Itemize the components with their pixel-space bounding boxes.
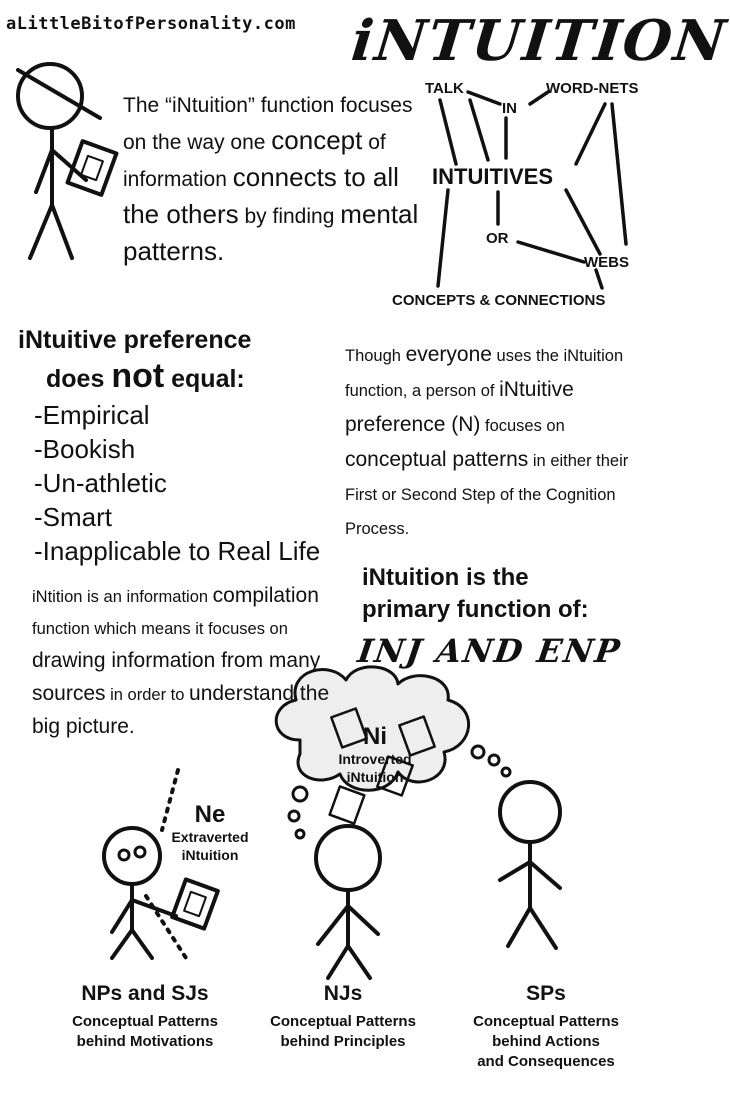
- intro-connects: connects to all the others: [123, 162, 399, 229]
- preference-everyone: everyone: [405, 343, 492, 366]
- primary-types: INJ AND ENP: [355, 632, 624, 670]
- intro-patterns: mental patterns.: [123, 199, 419, 266]
- wordnet-in: IN: [502, 100, 517, 117]
- stick-figure-ne: [104, 770, 218, 958]
- intro-text-3: by finding: [244, 205, 335, 228]
- list-item: -Bookish: [34, 434, 136, 464]
- primary-line2: primary function of:: [362, 596, 589, 623]
- wordnet-concepts: CONCEPTS & CONNECTIONS: [392, 292, 606, 309]
- ni-desc1: Introverted: [338, 751, 412, 767]
- ni-label: [330, 724, 420, 786]
- ni-desc2: iNtuition: [346, 769, 404, 785]
- list-item: -Un-athletic: [34, 468, 167, 498]
- caption-line: Conceptual Patterns: [270, 1013, 416, 1030]
- caption-title: SPs: [526, 982, 566, 1005]
- site-url: aLittleBitofPersonality.com: [6, 14, 296, 34]
- caption-line: Conceptual Patterns: [72, 1013, 218, 1030]
- primary-line1: iNtuition is the: [362, 564, 529, 591]
- compilation-paragraph: [32, 580, 332, 744]
- not-equal-does: does: [46, 365, 105, 393]
- compilation-drawing: drawing information from many sources: [32, 649, 321, 705]
- caption-line: behind Actions: [492, 1033, 600, 1050]
- not-equal-list: [34, 398, 320, 568]
- caption-line: and Consequences: [477, 1053, 615, 1070]
- wordnet-wordnets: WORD-NETS: [546, 80, 639, 97]
- preference-n: iNtuitive preference (N): [345, 378, 574, 436]
- preference-text-g: in either their First or Second Step of the Cognition Process.: [345, 452, 629, 538]
- wordnet-intuitives: INTUITIVES: [432, 164, 554, 189]
- caption-nj: [258, 982, 428, 1052]
- compilation-text-a: iNtition is an information: [32, 588, 209, 606]
- intro-paragraph: [123, 88, 428, 271]
- wordnet-or: OR: [486, 230, 509, 247]
- compilation-word: compilation: [212, 584, 319, 607]
- stick-figure-thinker: [18, 64, 116, 258]
- intro-concept: concept: [271, 125, 363, 155]
- caption-title: NPs and SJs: [81, 982, 209, 1005]
- wordnet-webs: WEBS: [584, 254, 629, 271]
- caption-line: behind Principles: [280, 1033, 406, 1050]
- ne-code: Ne: [194, 801, 226, 828]
- caption-line: behind Motivations: [76, 1033, 214, 1050]
- ne-desc1: Extraverted: [171, 829, 249, 845]
- preference-text-c: uses the iNtuition function, a person of: [345, 347, 624, 400]
- primary-function-heading: [362, 562, 589, 626]
- preference-paragraph: [345, 338, 645, 546]
- ni-code: Ni: [363, 723, 387, 750]
- preference-text-a: Though: [345, 347, 401, 365]
- list-item: -Smart: [34, 502, 112, 532]
- ne-desc2: iNtuition: [181, 847, 239, 863]
- page-title: iNTUITION: [348, 8, 730, 74]
- compilation-text-e: in order to: [110, 686, 185, 704]
- intro-text-1: The “iNtuition” function focuses on the way one: [123, 94, 413, 154]
- caption-title: NJs: [323, 982, 363, 1005]
- compilation-big-picture: understand the big picture.: [32, 682, 330, 738]
- intro-text-2: of information: [123, 131, 386, 191]
- stick-figure-sp: [472, 746, 560, 948]
- wordnet-talk: TALK: [425, 80, 464, 97]
- list-item: -Empirical: [34, 400, 150, 430]
- caption-np-sj: [50, 982, 240, 1052]
- caption-line: Conceptual Patterns: [473, 1013, 619, 1030]
- not-equal-line1: iNtuitive preference: [18, 326, 252, 354]
- list-item: -Inapplicable to Real Life: [34, 536, 321, 566]
- not-equal-heading: [18, 322, 268, 397]
- not-equal-not: not: [111, 357, 165, 395]
- preference-patterns: conceptual patterns: [345, 448, 529, 471]
- not-equal-equal: equal:: [171, 365, 245, 393]
- ne-label: [160, 802, 260, 864]
- preference-text-e: focuses on: [484, 417, 565, 435]
- compilation-text-c: function which means it focuses on: [32, 620, 288, 638]
- caption-sp: [456, 982, 636, 1072]
